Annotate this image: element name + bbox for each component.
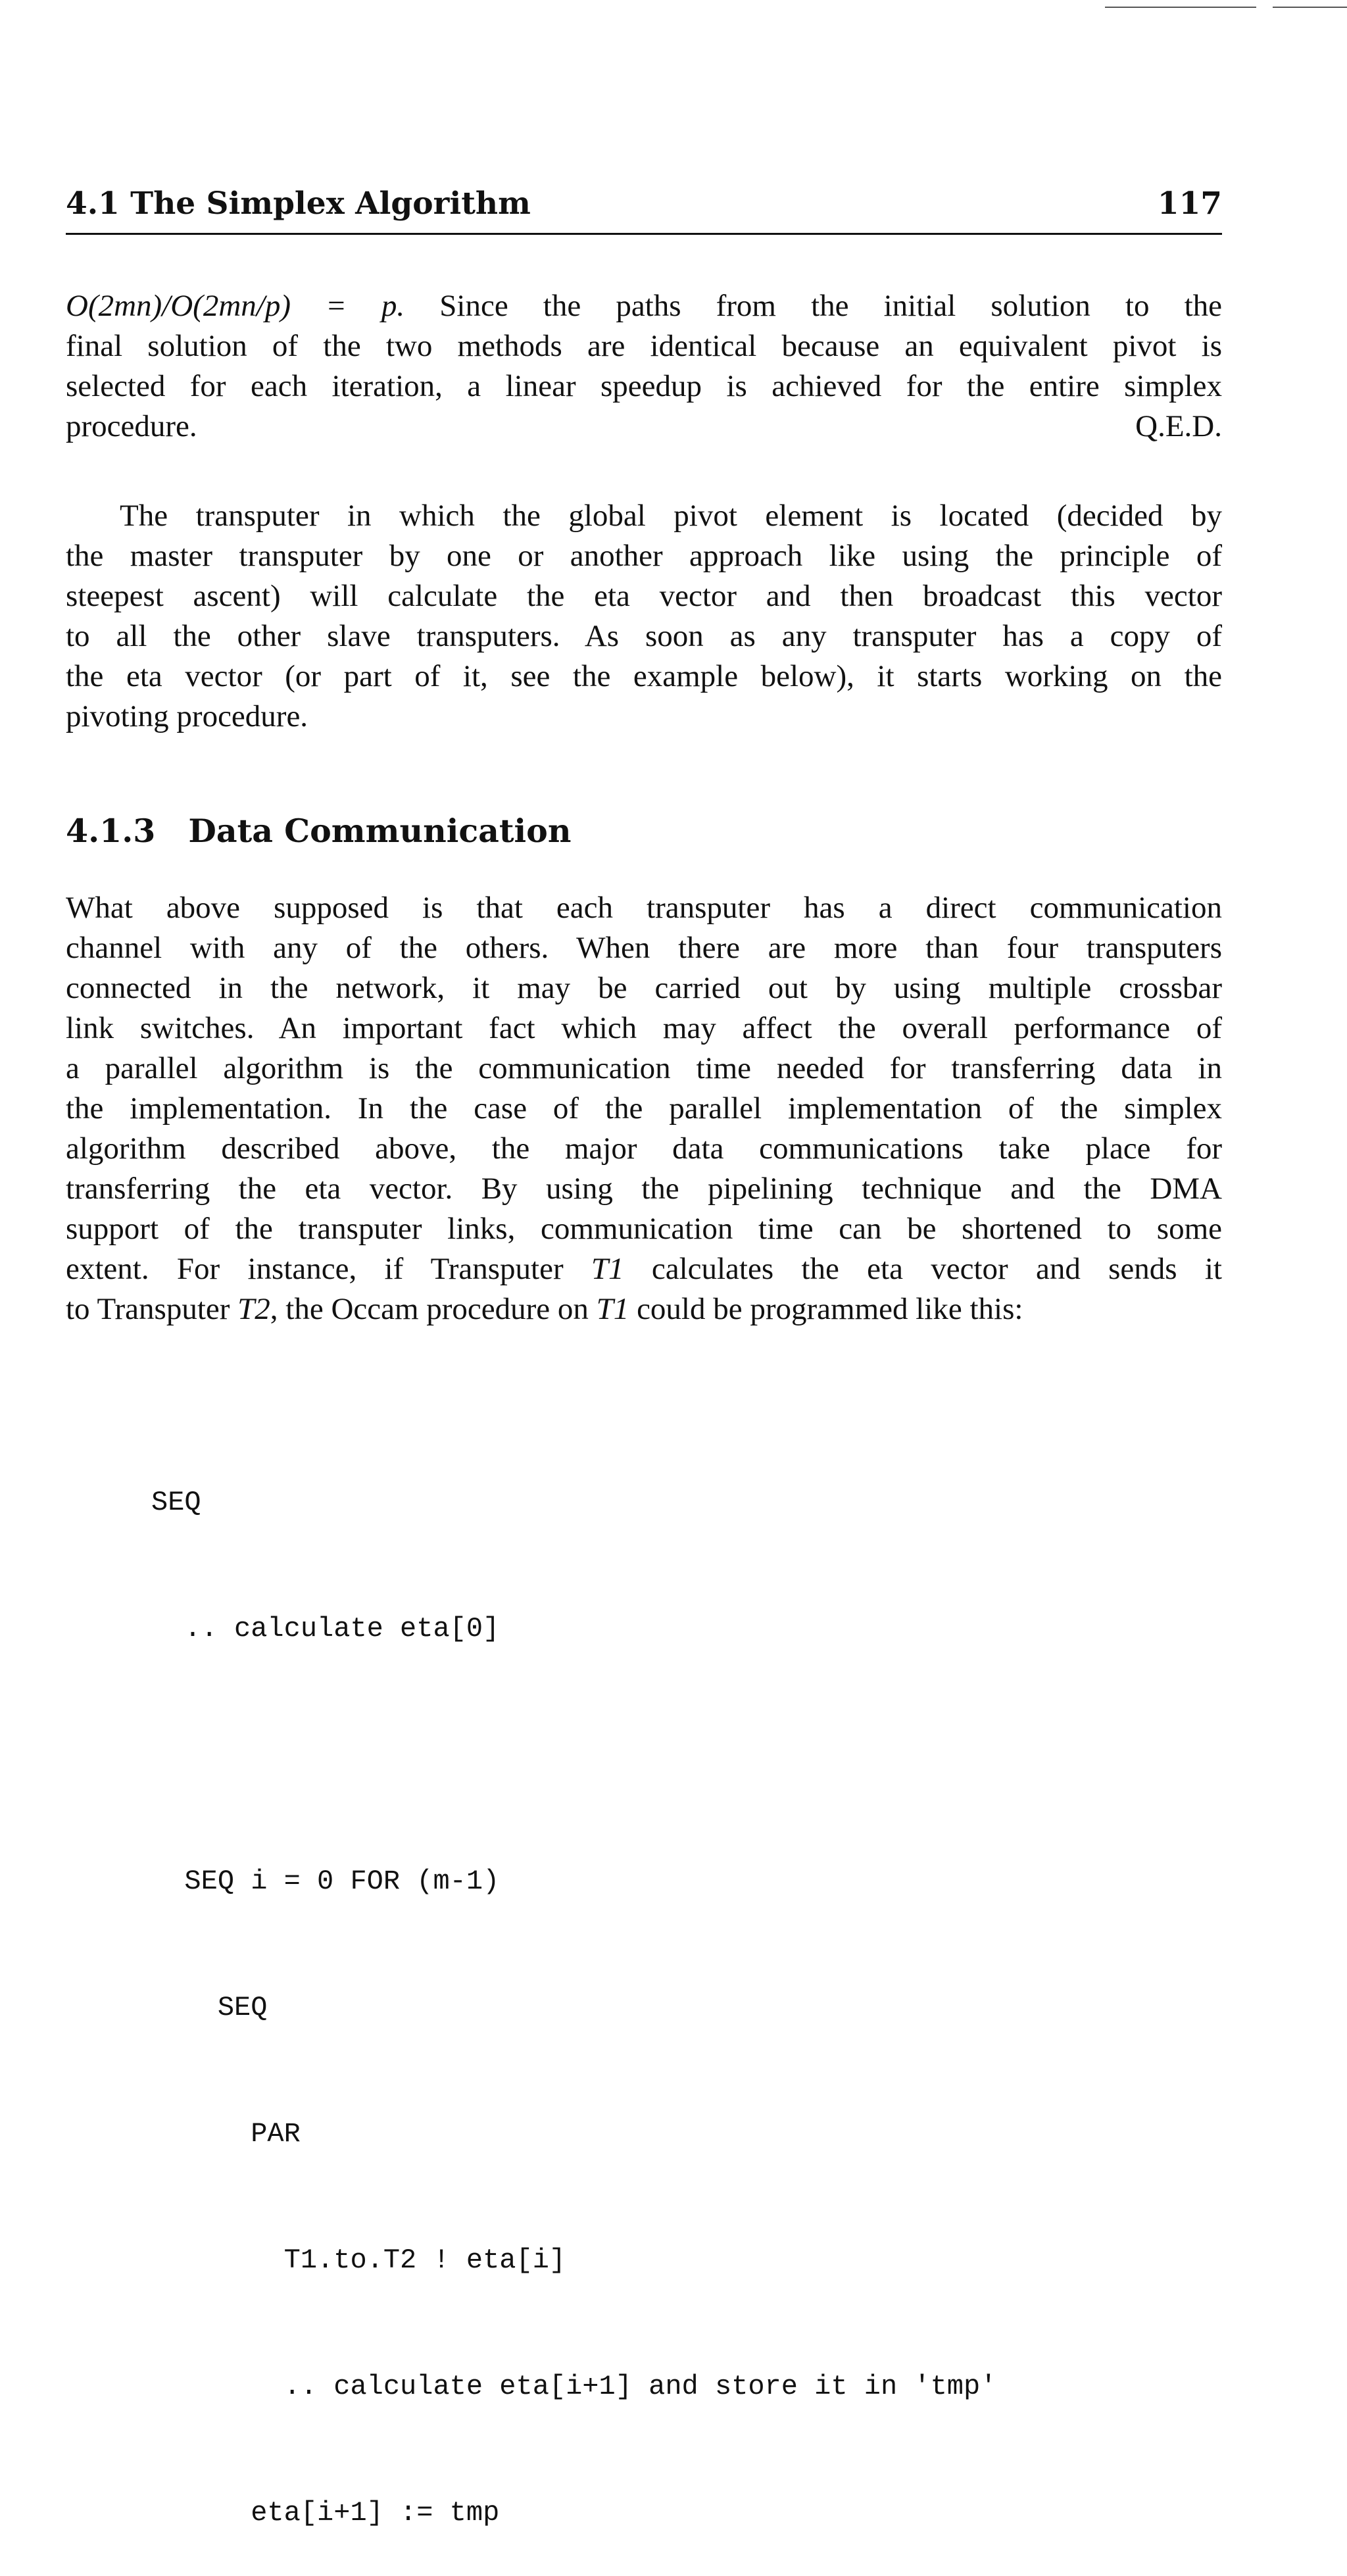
paragraph-line: final solution of the two methods are identical because an equivalent pivot is [66, 329, 1222, 363]
paragraph-line: link switches. An important fact which may affect the overall performance of [66, 1011, 1222, 1045]
header-section-title: 4.1 The Simplex Algorithm [66, 186, 531, 222]
paragraph-line: support of the transputer links, communication time can be shortened to some [66, 1212, 1222, 1246]
paragraph-line [66, 1249, 1222, 1289]
running-header [66, 186, 1222, 222]
text-run: procedure. [66, 409, 197, 443]
paragraph-line: channel with any of the others. When there are more than four transputers [66, 931, 1222, 965]
paragraph-transputer-broadcast [66, 496, 1222, 737]
paragraph-line: algorithm described above, the major data communications take place for [66, 1131, 1222, 1166]
subsection-title: Data Communication [188, 812, 572, 850]
code-line: SEQ [151, 1487, 201, 1518]
paragraph-line: the eta vector (or part of it, see the example below), it starts working on the [66, 659, 1222, 693]
code-line [151, 1734, 996, 1776]
top-border-line [1105, 7, 1256, 8]
paragraph-line: the master transputer by one or another approach like using the principle of [66, 539, 1222, 573]
subsection-number: 4.1.3 [66, 812, 156, 850]
header-rule [66, 233, 1222, 235]
qed-mark: Q.E.D. [1135, 409, 1222, 443]
code-line: .. calculate eta[0] [151, 1613, 500, 1645]
paragraph-line: steepest ascent) will calculate the eta vector and then broadcast this vector [66, 579, 1222, 613]
paragraph-line: the implementation. In the case of the parallel implementation of the simplex [66, 1091, 1222, 1126]
paragraph-line: What above supposed is that each transputer has a direct communication [66, 891, 1222, 925]
paragraph-line: to all the other slave transputers. As soon as any transputer has a copy of [66, 619, 1222, 653]
math-expression: O(2mn)/O(2mn/p) = p. [66, 289, 405, 323]
paragraph-line [66, 1289, 1222, 1329]
text-run: , the Occam procedure on [270, 1292, 597, 1326]
code-line: T1.to.T2 ! eta[i] [151, 2244, 566, 2276]
code-line: SEQ [151, 1992, 268, 2023]
code-line: PAR [151, 2118, 301, 2150]
text-run: could be programmed like this: [629, 1292, 1023, 1326]
top-border-line-right [1273, 7, 1347, 8]
transputer-name: T2 [237, 1292, 270, 1326]
paragraph-line: pivoting procedure. [66, 699, 308, 733]
transputer-name: T1 [596, 1292, 629, 1326]
paragraph-line: transferring the eta vector. By using the pipelining technique and the DMA [66, 1172, 1222, 1206]
paragraph-line: a parallel algorithm is the communication time needed for transferring data in [66, 1051, 1222, 1085]
paragraph-line: selected for each iteration, a linear speedup is achieved for the entire simplex [66, 369, 1222, 403]
paragraph-data-communication [66, 888, 1222, 1329]
paragraph-line [66, 286, 1222, 326]
code-line: SEQ i = 0 FOR (m-1) [151, 1866, 500, 1897]
code-line: .. calculate eta[i+1] and store it in 'tmp' [151, 2371, 997, 2402]
transputer-name: T1 [591, 1252, 624, 1286]
occam-code-listing [151, 1397, 996, 2576]
text-run: extent. For instance, if Transputer [66, 1252, 591, 1286]
code-line: eta[i+1] := tmp [151, 2497, 500, 2529]
text-run: to Transputer [66, 1292, 238, 1326]
text-run: calculates the eta vector and sends it [624, 1252, 1222, 1286]
subsection-heading [66, 812, 571, 850]
text-run: Since the paths from the initial solution to the [439, 289, 1223, 323]
page-number: 117 [1157, 186, 1222, 222]
paragraph-line [66, 407, 1222, 447]
paragraph-line: connected in the network, it may be carried out by using multiple crossbar [66, 971, 1222, 1005]
paragraph-proof-end [66, 286, 1222, 447]
paragraph-line: The transputer in which the global pivot element is located (decided by [120, 499, 1222, 533]
